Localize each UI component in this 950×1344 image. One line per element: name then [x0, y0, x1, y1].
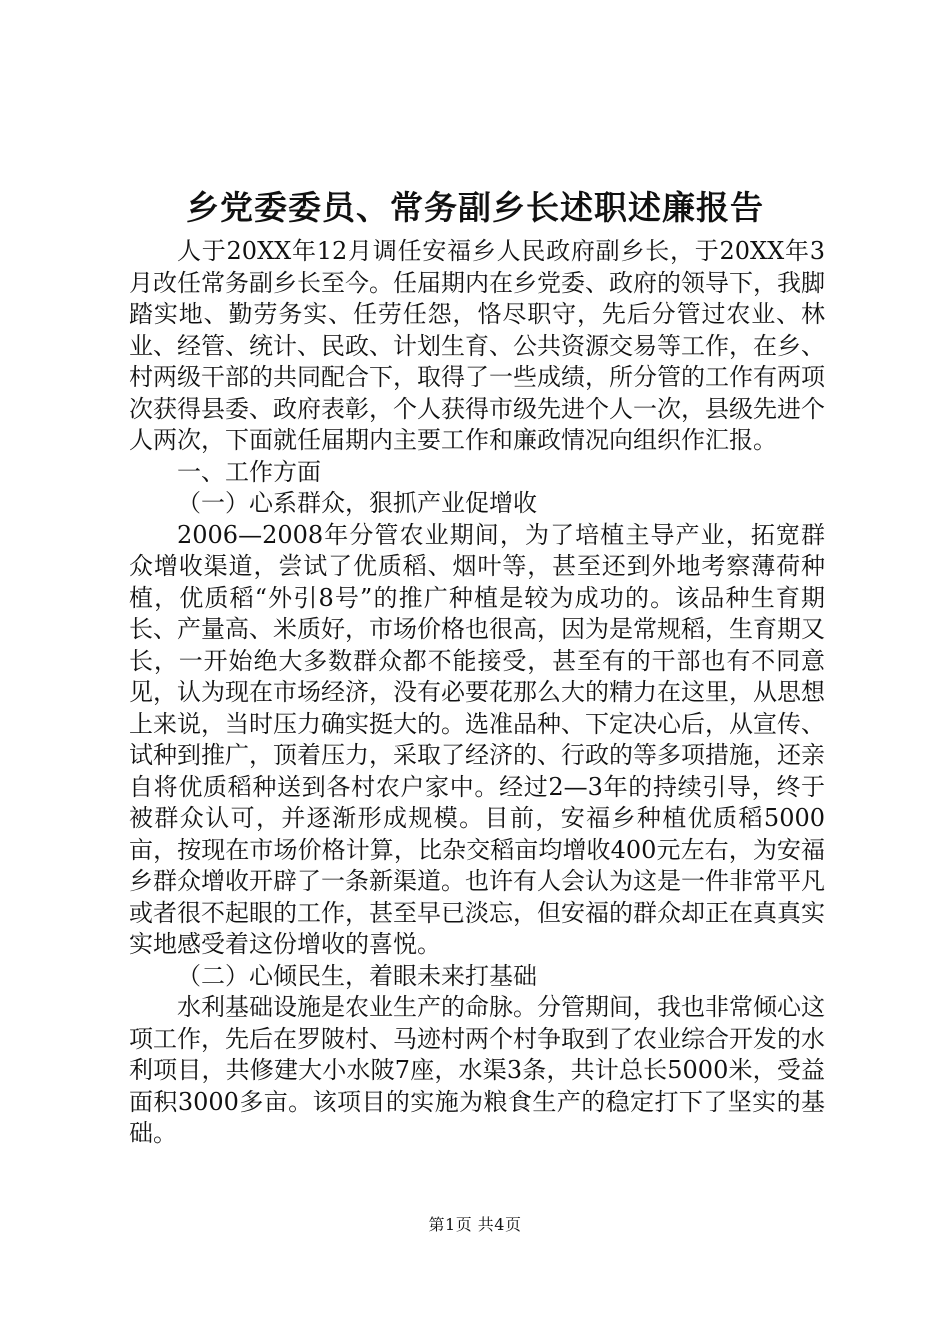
subsection-heading-livelihood: （二）心倾民生，着眼未来打基础: [177, 961, 537, 990]
paragraph-water-conservancy: 水利基础设施是农业生产的命脉。分管期间，我也非常倾心这项工作，先后在罗陂村、马迹村两个村争取到了农业综合开发的水利项目，共修建大小水陂7座，水渠3条，共计总长5000米，受益面积3000多亩。该项目的实施为粮食生产的稳定打下了坚实的基础。: [129, 993, 825, 1147]
document-title: 乡党委委员、常务副乡长述职述廉报告: [186, 188, 764, 227]
paragraph-industry: 2006—2008年分管农业期间，为了培植主导产业，拓宽群众增收渠道，尝试了优质稻、烟叶等，甚至还到外地考察薄荷种植，优质稻“外引8号”的推广种植是较为成功的。该品种生育期长、产量高、米质好，市场价格也很高，因为是常规稻，生育期又长，一开始绝大多数群众都不能接受，甚至有的干部也有不同意见，认为现在市场经济，没有必要花那么大的精力在这里，从思想上来说，当时压力确实挺大的。选准品种、下定决心后，从宣传、试种到推广，顶着压力，采取了经济的、行政的等多项措施，还亲自将优质稻种送到各村农户家中。经过2—3年的持续引导，终于被群众认可，并逐渐形成规模。目前，安福乡种植优质稻5000亩，按现在市场价格计算，比杂交稻亩均增收400元左右，为安福乡群众增收开辟了一条新渠道。也许有人会认为这是一件非常平凡或者很不起眼的工作，甚至早已淡忘，但安福的群众却正在真真实实地感受着这份增收的喜悦。: [129, 520, 825, 958]
page-number-footer: 第1页 共4页: [428, 1215, 522, 1234]
paragraph-intro: 人于20XX年12月调任安福乡人民政府副乡长，于20XX年3月改任常务副乡长至今。任届期内在乡党委、政府的领导下，我脚踏实地、勤劳务实、任劳任怨，恪尽职守，先后分管过农业、林业、经管、统计、民政、计划生育、公共资源交易等工作，在乡、村两级干部的共同配合下，取得了一些成绩，所分管的工作有两项次获得县委、政府表彰，个人获得市级先进个人一次，县级先进个人两次，下面就任届期内主要工作和廉政情况向组织作汇报。: [129, 237, 825, 454]
subsection-heading-industry: （一）心系群众，狠抓产业促增收: [177, 489, 537, 517]
section-heading-work: 一、工作方面: [177, 457, 321, 486]
document-body: [129, 236, 825, 1150]
